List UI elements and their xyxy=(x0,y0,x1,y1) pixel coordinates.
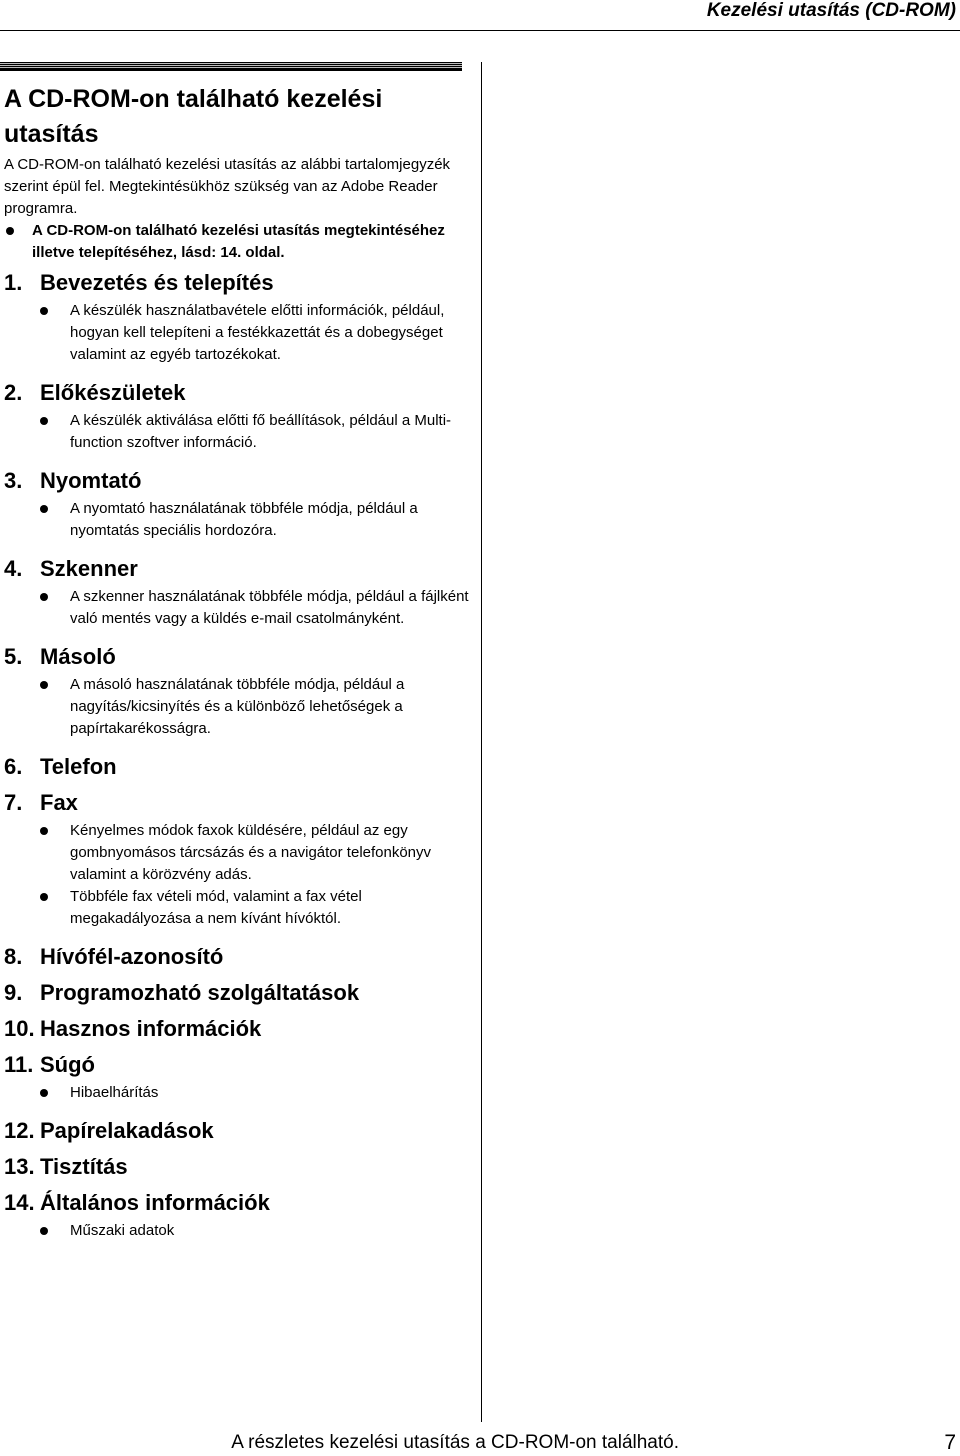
bullet-text: A nyomtató használatának többféle módja, például a nyomtatás speciális hordozóra. xyxy=(70,500,418,539)
toc-section xyxy=(4,1184,474,1250)
bullet-icon xyxy=(40,593,48,601)
section-heading xyxy=(4,1184,474,1220)
section-bullet xyxy=(4,586,474,630)
section-number: 8. xyxy=(4,944,23,969)
section-number: 1. xyxy=(4,270,23,295)
section-heading xyxy=(4,550,474,586)
section-heading xyxy=(4,784,474,820)
section-bullet xyxy=(4,410,474,454)
section-title: Hasznos információk xyxy=(40,1016,262,1041)
section-gap xyxy=(4,630,474,638)
section-bullet xyxy=(4,886,474,930)
bullet-icon xyxy=(40,681,48,689)
toc-section xyxy=(4,374,474,462)
bullet-text: A szkenner használatának többféle módja, például a fájlként való mentés vagy a küldés e-mail csatolmányként. xyxy=(70,588,469,627)
page-title: A CD-ROM-on található kezelési utasítás xyxy=(4,85,383,148)
toc-section xyxy=(4,974,474,1010)
bullet-text: Kényelmes módok faxok küldésére, például az egy gombnyomásos tárcsázás és a navigátor telefonkönyv valamint a körözvény adás. xyxy=(70,822,432,883)
section-gap xyxy=(4,1104,474,1112)
toc-section xyxy=(4,1010,474,1046)
title-decoration-bar xyxy=(0,62,462,70)
bullet-text: A készülék használatbavétele előtti információk, például, hogyan kell telepíteni a festékkazettát és a dobegységet valamint az egyéb tartozékokat. xyxy=(70,302,445,363)
bullet-icon xyxy=(40,417,48,425)
section-title: Tisztítás xyxy=(40,1154,128,1179)
bullet-icon xyxy=(40,1089,48,1097)
section-gap xyxy=(4,1242,474,1250)
section-title: Szkenner xyxy=(40,556,138,581)
section-heading xyxy=(4,748,474,784)
intro-paragraph: A CD-ROM-on található kezelési utasítás az alábbi tartalomjegyzék szerint épül fel. Megtekintésükhöz szükség van az Adobe Reader programra. xyxy=(4,156,451,217)
section-number: 3. xyxy=(4,468,23,493)
section-gap xyxy=(4,454,474,462)
section-title: Nyomtató xyxy=(40,468,142,493)
section-title: Telefon xyxy=(40,754,117,779)
section-number: 5. xyxy=(4,644,23,669)
section-title: Súgó xyxy=(40,1052,95,1077)
page-number: 7 xyxy=(944,1431,956,1454)
section-heading xyxy=(4,374,474,410)
bullet-text: Többféle fax vételi mód, valamint a fax vétel megakadályozása a nem kívánt hívóktól. xyxy=(70,888,362,927)
bullet-text: Hibaelhárítás xyxy=(70,1084,159,1101)
bullet-text: A készülék aktiválása előtti fő beállítások, például a Multi-function szoftver információ. xyxy=(70,412,452,451)
footer-note: A részletes kezelési utasítás a CD-ROM-on található. xyxy=(231,1432,679,1453)
section-gap xyxy=(4,740,474,748)
section-heading xyxy=(4,264,474,300)
section-number: 12. xyxy=(4,1118,35,1143)
section-heading xyxy=(4,974,474,1010)
section-bullet xyxy=(4,1082,474,1104)
toc-section xyxy=(4,462,474,550)
header-rule xyxy=(0,30,960,31)
section-title: Hívófél-azonosító xyxy=(40,944,224,969)
section-heading xyxy=(4,1112,474,1148)
toc-section xyxy=(4,748,474,784)
section-heading xyxy=(4,1046,474,1082)
section-number: 7. xyxy=(4,790,23,815)
section-gap xyxy=(4,542,474,550)
section-heading xyxy=(4,638,474,674)
section-title: Papírelakadások xyxy=(40,1118,214,1143)
toc-section xyxy=(4,1046,474,1112)
intro-bullet xyxy=(4,220,474,264)
section-number: 14. xyxy=(4,1190,35,1215)
table-of-contents xyxy=(4,264,474,1250)
bullet-icon xyxy=(6,227,14,235)
section-bullet xyxy=(4,820,474,886)
section-title: Előkészületek xyxy=(40,380,186,405)
bullet-icon xyxy=(40,505,48,513)
bullet-icon xyxy=(40,307,48,315)
section-title: Fax xyxy=(40,790,78,815)
toc-section xyxy=(4,264,474,374)
toc-section xyxy=(4,638,474,748)
section-number: 10. xyxy=(4,1016,35,1041)
section-gap xyxy=(4,930,474,938)
section-title: Bevezetés és telepítés xyxy=(40,270,274,295)
bullet-text: A másoló használatának többféle módja, például a nagyítás/kicsinyítés és a különböző lehetőségek a papírtakarékosságra. xyxy=(70,676,405,737)
section-number: 6. xyxy=(4,754,23,779)
bullet-icon xyxy=(40,1227,48,1235)
running-header: Kezelési utasítás (CD-ROM) xyxy=(706,0,956,21)
section-number: 4. xyxy=(4,556,23,581)
toc-section xyxy=(4,938,474,974)
section-number: 11. xyxy=(4,1052,34,1077)
section-title: Programozható szolgáltatások xyxy=(40,980,360,1005)
toc-section xyxy=(4,784,474,938)
section-bullet xyxy=(4,300,474,366)
main-column xyxy=(4,82,474,1250)
bullet-icon xyxy=(40,893,48,901)
section-heading xyxy=(4,462,474,498)
toc-section xyxy=(4,1112,474,1148)
section-bullet xyxy=(4,1220,474,1242)
section-number: 9. xyxy=(4,980,23,1005)
column-divider xyxy=(481,62,482,1422)
section-bullet xyxy=(4,498,474,542)
section-number: 2. xyxy=(4,380,23,405)
section-heading xyxy=(4,1148,474,1184)
intro-bullet-text: A CD-ROM-on található kezelési utasítás megtekintéséhez illetve telepítéséhez, lásd: 14. oldal. xyxy=(32,222,445,261)
toc-section xyxy=(4,1148,474,1184)
toc-section xyxy=(4,550,474,638)
section-heading xyxy=(4,1010,474,1046)
section-heading xyxy=(4,938,474,974)
section-bullet xyxy=(4,674,474,740)
section-title: Másoló xyxy=(40,644,116,669)
bullet-text: Műszaki adatok xyxy=(70,1222,175,1239)
section-gap xyxy=(4,366,474,374)
bullet-icon xyxy=(40,827,48,835)
section-title: Általános információk xyxy=(40,1190,270,1215)
section-number: 13. xyxy=(4,1154,35,1179)
